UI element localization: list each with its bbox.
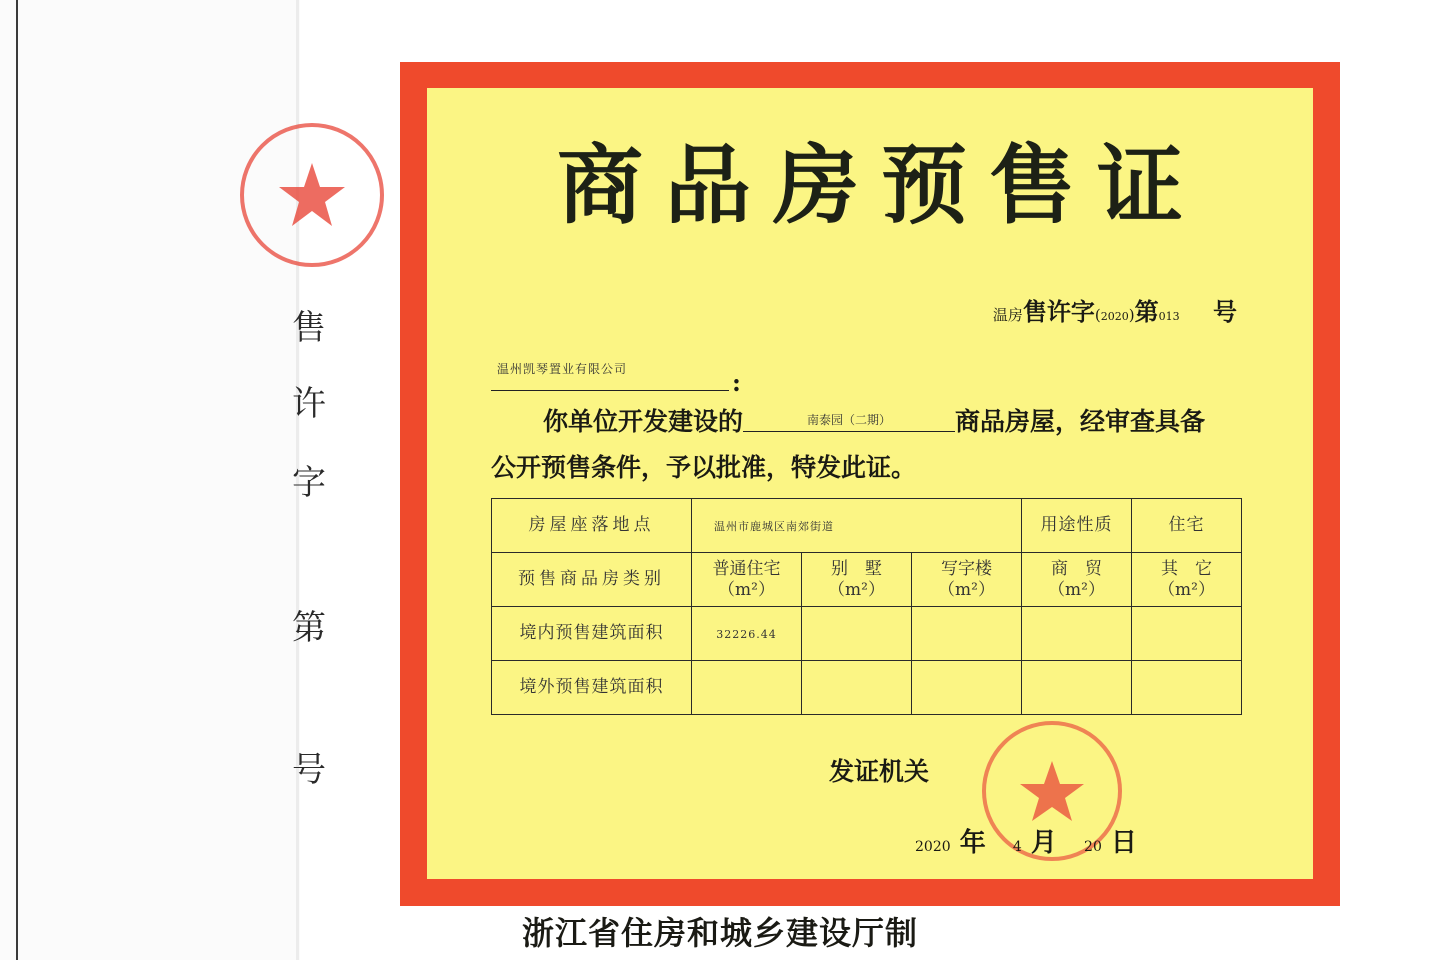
left-page-rule	[16, 0, 18, 960]
left-official-seal	[232, 115, 392, 275]
date-day: 20	[1084, 839, 1102, 855]
area-cell	[1132, 607, 1242, 661]
area-cell	[1022, 607, 1132, 661]
category-cell: 其 它 （m²）	[1132, 553, 1242, 607]
domestic-area-label: 境内预售建筑面积	[492, 607, 692, 661]
area-cell	[692, 661, 802, 715]
sale-table	[491, 498, 1242, 715]
certificate	[427, 88, 1313, 879]
left-page-fragment: 售	[292, 308, 326, 348]
permit-hao: 号	[1213, 297, 1237, 326]
foreign-area-label: 境外预售建筑面积	[492, 661, 692, 715]
usage-value: 住宅	[1132, 499, 1242, 553]
permit-serial: 013	[1158, 310, 1180, 323]
table-row	[492, 661, 1242, 715]
body-text: 你单位开发建设的	[543, 407, 744, 436]
left-page-fragment: 第	[292, 608, 326, 648]
category-cell: 写字楼 （m²）	[912, 553, 1022, 607]
area-cell	[912, 661, 1022, 715]
area-cell: 32226.44	[692, 607, 802, 661]
permit-number: 温房售许字(2020)第013 号	[992, 297, 1237, 326]
permit-main: 售许字	[1022, 297, 1095, 326]
left-page-fragment: 号	[292, 750, 326, 790]
left-page-fragment: 许	[292, 384, 326, 424]
table-row	[492, 553, 1242, 607]
date-day-unit: 日	[1110, 828, 1137, 858]
area-cell	[1022, 661, 1132, 715]
table-row	[492, 499, 1242, 553]
date-month-unit: 月	[1030, 828, 1057, 858]
permit-year: 2020	[1100, 310, 1129, 323]
category-label: 预售商品房类别	[492, 553, 692, 607]
location-value: 温州市鹿城区南郊街道	[692, 499, 1022, 553]
body-line-2: 公开预售条件，予以批准，特发此证。	[491, 453, 917, 482]
left-page-fragment: 字	[292, 463, 326, 503]
certificate-title: 商品房预售证	[557, 136, 1205, 236]
date-month: 4	[1012, 839, 1022, 855]
project-name: 南泰园（二期）	[807, 413, 892, 427]
table-row	[492, 607, 1242, 661]
category-cell: 商 贸 （m²）	[1022, 553, 1132, 607]
permit-di: 第	[1134, 297, 1159, 326]
permit-prefix: 温房	[992, 306, 1023, 324]
company-name: 温州凯琴置业有限公司	[497, 362, 628, 376]
area-cell	[802, 661, 912, 715]
project-line	[743, 409, 955, 432]
printer-line: 浙江省住房和城乡建设厅制	[521, 914, 918, 952]
body-text: 商品房屋，经审查具备	[955, 407, 1206, 436]
company-line	[491, 350, 729, 391]
area-cell	[1132, 661, 1242, 715]
issue-date	[915, 822, 1137, 859]
usage-label: 用途性质	[1022, 499, 1132, 553]
body-line-1	[543, 402, 1205, 438]
date-year: 2020	[915, 839, 951, 855]
issuer-label: 发证机关	[829, 757, 930, 786]
colon: :	[732, 368, 741, 397]
area-cell	[912, 607, 1022, 661]
date-year-unit: 年	[959, 828, 986, 858]
location-label: 房屋座落地点	[492, 499, 692, 553]
category-cell: 普通住宅 （m²）	[692, 553, 802, 607]
category-cell: 别 墅 （m²）	[802, 553, 912, 607]
area-cell	[802, 607, 912, 661]
